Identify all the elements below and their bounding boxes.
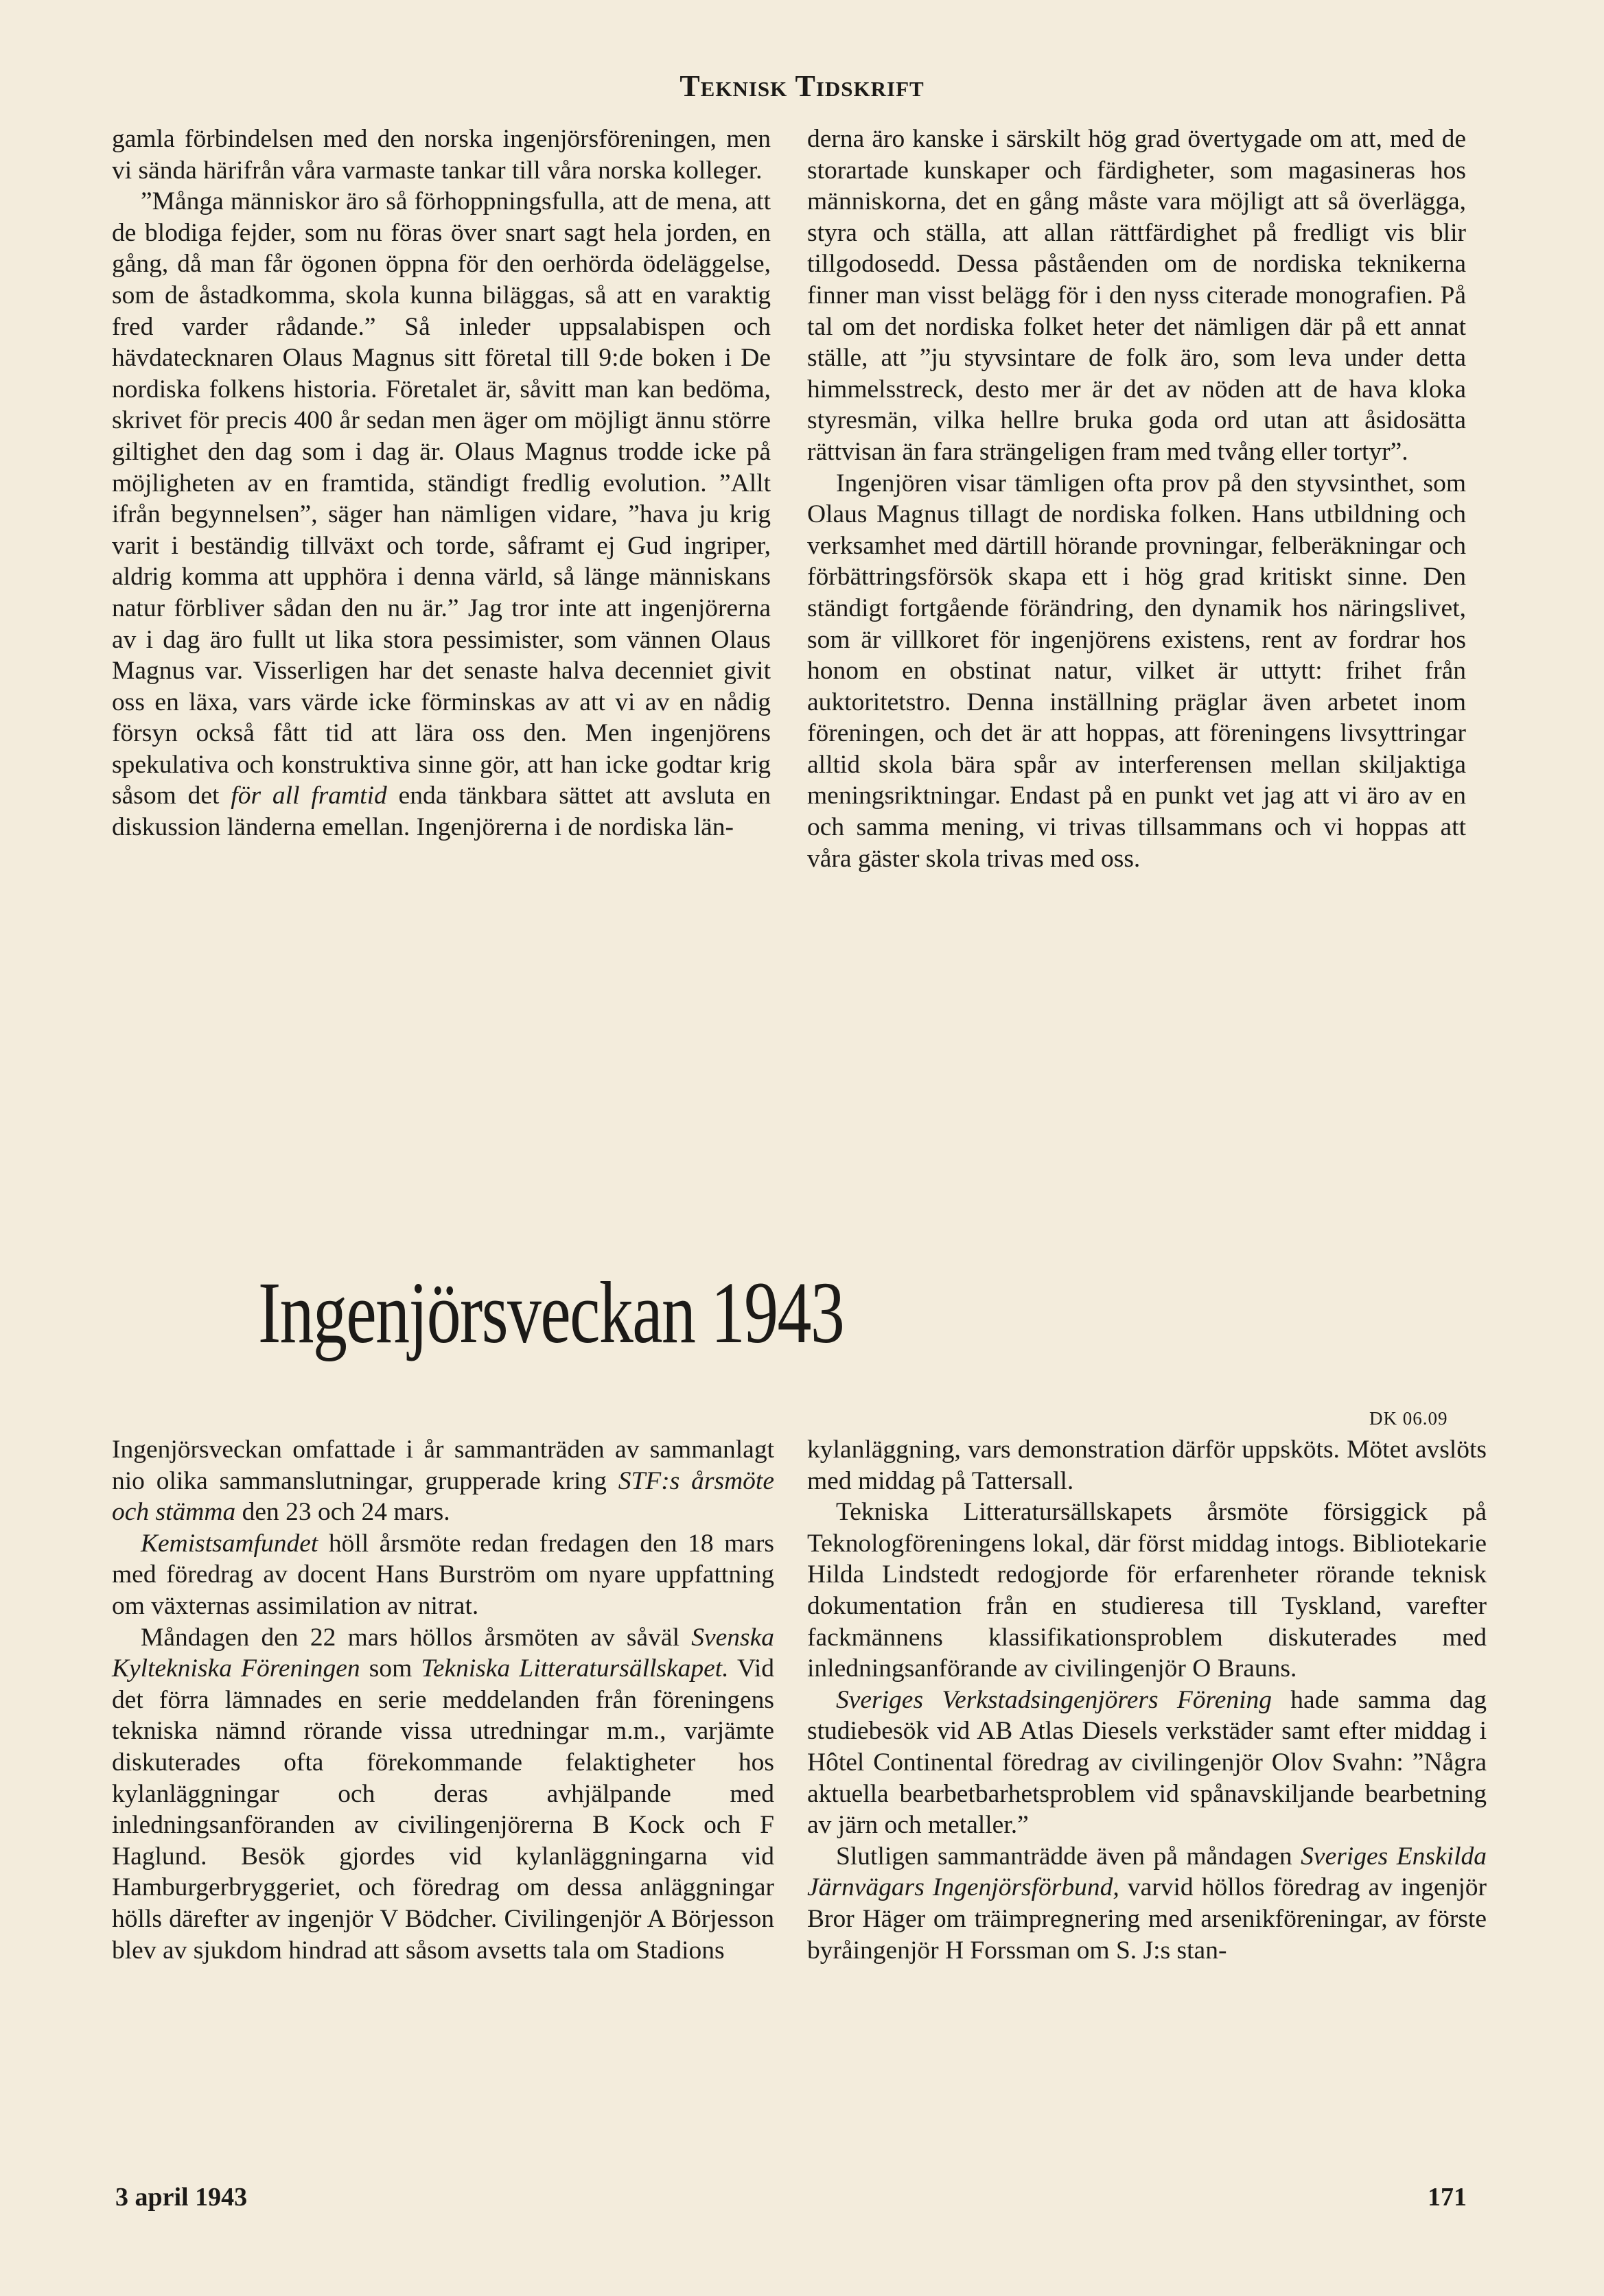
dk-classification: DK 06.09 bbox=[1369, 1408, 1448, 1429]
paragraph: Tekniska Litteratursällskapets årsmöte försiggick på Teknologföreningens lokal, där först middag intogs. Bibliotekarie Hilda Lindstedt redogjorde för erfarenheter rörande teknisk dokumentation från en studieresa till Tyskland, varefter fackmännens klassifikationsproblem diskuterades med inledningsanförande av civilingenjör O Brauns. bbox=[807, 1498, 1487, 1683]
page-number: 171 bbox=[1428, 2183, 1467, 2212]
issue-date: 3 april 1943 bbox=[115, 2183, 248, 2212]
paragraph: Kemistsamfundet höll årsmöte redan fredagen den 18 mars med föredrag av docent Hans Burström om nyare uppfattning om växternas assimilation av nitrat. bbox=[112, 1529, 774, 1620]
paragraph: Ingenjörsveckan omfattade i år sammanträden av sammanlagt nio olika sammanslutningar, grupperade kring STF:s årsmöte och stämma den 23 och 24 mars. bbox=[112, 1436, 774, 1527]
paragraph: gamla förbindelsen med den norska ingenjörsföreningen, men vi sända härifrån våra varmaste tankar till våra norska kolleger. bbox=[112, 125, 771, 185]
paragraph: derna äro kanske i särskilt hög grad övertygade om att, med de storartade kunskaper och färdigheter, som magasineras hos människorna, det en gång måste vara möjligt att så överlägga, styra och ställa, att allan rättfärdighet på fredligt vis blir tillgodosedd. Dessa påståenden om de nordiska teknikerna finner man visst belägg för i den nyss citerade monografien. På tal om det nordiska folket heter det nämligen där på ett annat ställe, att ”ju styvsintare de folk äro, som leva under detta himmelsstreck, desto mer är det av nöden att de hava kloka styresmän, vilka hellre bruka goda ord utan att åsidosätta rättvisan än fara strängeligen fram med tvång eller tortyr”. bbox=[807, 125, 1466, 466]
bottom-right-column bbox=[807, 1434, 1487, 1966]
top-left-column bbox=[112, 124, 771, 843]
paragraph: Slutligen sammanträdde även på måndagen Sveriges Enskilda Järnvägars Ingenjörsförbund, varvid höllos föredrag av ingenjör Bror Häger om träimpregnering med arsenikföreningar, av förste byråingenjör H Forssman om S. J:s stan- bbox=[807, 1842, 1487, 1965]
bottom-left-column bbox=[112, 1434, 774, 1966]
article-title: Ingenjörsveckan 1943 bbox=[258, 1264, 844, 1361]
top-right-column bbox=[807, 124, 1466, 874]
paragraph: Måndagen den 22 mars höllos årsmöten av såväl Svenska Kyltekniska Föreningen som Tekniska Litteratursällskapet. Vid det förra lämnades en serie meddelanden från föreningens tekniska nämnd rörande vissa utredningar m.m., varjämte diskuterades ofta förekommande felaktigheter hos kylanläggningar och deras avhjälpande med inledningsanföranden av civilingenjörerna B Kock och F Haglund. Besök gjordes vid kylanläggningarna vid Hamburgerbryggeriet, och föredrag om dessa anläggningar hölls därefter av ingenjör V Bödcher. Civilingenjör A Börjesson blev av sjukdom hindrad att såsom avsetts tala om Stadions bbox=[112, 1623, 775, 1965]
paragraph: ”Många människor äro så förhoppningsfulla, att de mena, att de blodiga fejder, som nu föras över snart sagt hela jorden, en gång, då man får ögonen öppna för den oerhörda ödeläggelse, som de åstadkomma, skola kunna biläggas, så att en varaktig fred varder rådande.” Så inleder uppsalabispen och hävdatecknaren Olaus Magnus sitt företal till 9:de boken i De nordiska folkens historia. Företalet är, såvitt man kan bedöma, skrivet för precis 400 år sedan men äger om möjligt ännu större giltighet den dag som i dag är. Olaus Magnus trodde icke på möjligheten av en framtida, ständigt fredlig evolution. ”Allt ifrån begynnelsen”, säger han nämligen vidare, ”hava ju krig varit i beständig tillväxt och torde, såframt ej Gud ingriper, aldrig komma att upphöra i denna värld, så länge människans natur förbliver sådan den nu är.” Jag tror inte att ingenjörerna av i dag äro fullt ut lika stora pessimister, som vännen Olaus Magnus var. Visserligen har det senaste halva decenniet givit oss en läxa, vars värde icke förminskas av att vi av en nådig försyn också fått tid att lära oss den. Men ingenjörens spekulativa och konstruktiva sinne gör, att han icke godtar krig såsom det för all framtid enda tänkbara sättet att avsluta en diskussion länderna emellan. Ingenjörerna i de nordiska län- bbox=[112, 187, 771, 842]
paragraph: Sveriges Verkstadsingenjörers Förening hade samma dag studiebesök vid AB Atlas Diesels verkstäder samt efter middag i Hôtel Continental föredrag av civilingenjör Olov Svahn: ”Några aktuella bearbetbarhetsproblem vid spånavskiljande bearbetning av järn och metaller.” bbox=[807, 1685, 1487, 1840]
paragraph: kylanläggning, vars demonstration därför uppsköts. Mötet avslöts med middag på Tattersall. bbox=[807, 1436, 1487, 1495]
journal-header: Teknisk Tidskrift bbox=[679, 69, 925, 103]
paragraph: Ingenjören visar tämligen ofta prov på den styvsinthet, som Olaus Magnus tillagt de nordiska folken. Hans utbildning och verksamhet med därtill hörande provningar, felberäkningar och förbättringsförsök skapa ett i hög grad kritiskt sinne. Den ständigt fortgående förändring, den dynamik hos näringslivet, som är villkoret för ingenjörens existens, rent av fordrar hos honom en obstinat natur, vilket är uttytt: frihet från auktoritetstro. Denna inställning präglar även arbetet inom föreningen, och det är att hoppas, att föreningens livsyttringar alltid skola bära spår av interferensen mellan skiljaktiga meningsriktningar. Endast på en punkt vet jag att vi äro av en och samma mening, vi trivas tillsammans och vi hoppas att våra gäster skola trivas med oss. bbox=[807, 469, 1466, 873]
